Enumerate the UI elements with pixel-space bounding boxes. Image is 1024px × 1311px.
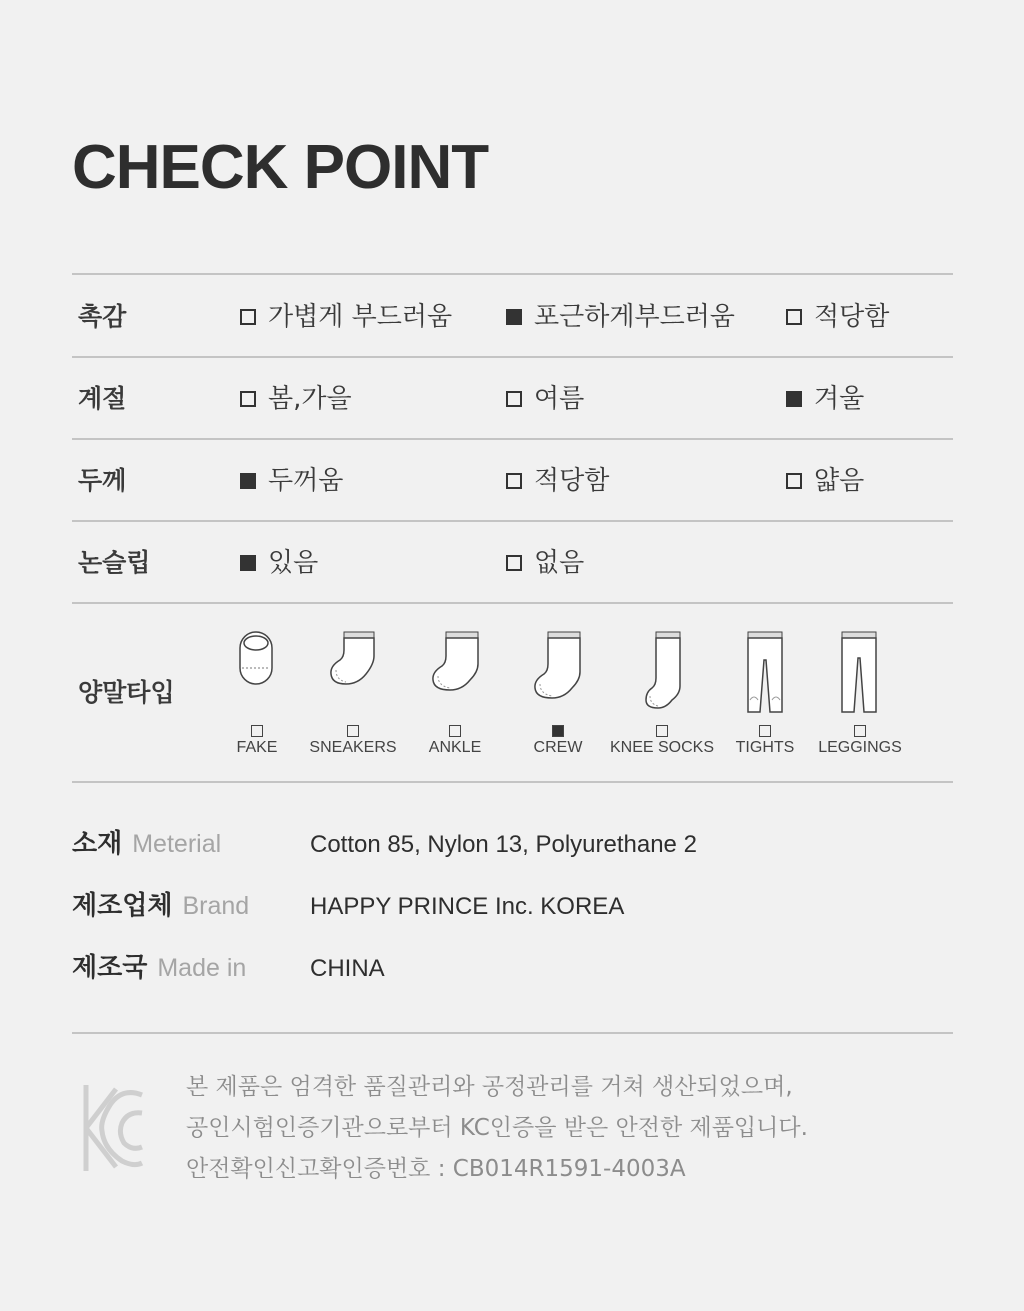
row-label-sock-type: 양말타입 — [78, 678, 175, 707]
sock-type-label-fake: FAKE — [236, 739, 278, 756]
option-season-summer: 여름 — [506, 382, 584, 416]
checkbox-empty — [656, 725, 668, 737]
option-season-spring-fall: 봄,가을 — [240, 382, 352, 416]
sock-type-label-ankle: ANKLE — [428, 739, 482, 756]
checkbox-empty — [240, 309, 256, 325]
page-title: CHECK POINT — [72, 133, 489, 202]
option-nonslip-no: 없음 — [506, 546, 584, 580]
checkbox-checked — [506, 309, 522, 325]
info-brand-key: 제조업체 Brand — [72, 891, 250, 921]
checkbox-empty — [506, 391, 522, 407]
checkbox-empty — [347, 725, 359, 737]
divider — [72, 602, 953, 604]
option-thickness-thick: 두꺼움 — [240, 464, 343, 498]
row-label-texture: 촉감 — [78, 302, 127, 331]
divider — [72, 520, 953, 522]
sock-type-label-knee: KNEE SOCKS — [609, 739, 715, 756]
option-thickness-thin: 얇음 — [786, 464, 864, 498]
leggings-icon — [840, 630, 878, 716]
option-season-winter: 겨울 — [786, 382, 864, 416]
checkbox-empty — [449, 725, 461, 737]
checkbox-checked — [240, 555, 256, 571]
divider — [72, 356, 953, 358]
knee-sock-icon — [644, 630, 686, 712]
tights-icon — [746, 630, 784, 716]
checkbox-empty — [240, 391, 256, 407]
divider — [72, 273, 953, 275]
option-thickness-moderate: 적당함 — [506, 464, 609, 498]
row-label-season: 계절 — [78, 384, 127, 413]
divider — [72, 781, 953, 783]
fake-sock-icon — [236, 630, 276, 686]
checkbox-checked — [786, 391, 802, 407]
sock-type-label-sneakers: SNEAKERS — [309, 739, 397, 756]
checkbox-empty — [506, 555, 522, 571]
checkbox-empty — [854, 725, 866, 737]
kc-text-line-1: 본 제품은 엄격한 품질관리와 공정관리를 거쳐 생산되었으며, — [186, 1074, 793, 1100]
row-label-nonslip: 논슬립 — [78, 548, 151, 577]
ankle-sock-icon — [430, 630, 482, 694]
info-brand-value: HAPPY PRINCE Inc. KOREA — [310, 893, 625, 920]
crew-sock-icon — [532, 630, 584, 702]
option-nonslip-yes: 있음 — [240, 546, 318, 580]
sneakers-sock-icon — [328, 630, 380, 688]
sock-type-label-leggings: LEGGINGS — [818, 739, 902, 756]
checkbox-checked — [240, 473, 256, 489]
option-texture-cozy: 포근하게부드러움 — [506, 300, 735, 334]
sock-type-label-tights: TIGHTS — [735, 739, 795, 756]
option-texture-moderate: 적당함 — [786, 300, 889, 334]
kc-text-line-2: 공인시험인증기관으로부터 KC인증을 받은 안전한 제품입니다. — [186, 1115, 808, 1141]
checkbox-empty — [786, 473, 802, 489]
checkbox-empty — [251, 725, 263, 737]
option-texture-light: 가볍게 부드러움 — [240, 300, 452, 334]
row-label-thickness: 두께 — [78, 466, 127, 495]
info-material-key: 소재 Meterial — [72, 829, 222, 859]
info-origin-key: 제조국 Made in — [72, 953, 247, 983]
kc-text-line-3: 안전확인신고확인증번호 : CB014R1591-4003A — [186, 1156, 686, 1182]
checkbox-empty — [759, 725, 771, 737]
divider — [72, 1032, 953, 1034]
checkbox-checked — [552, 725, 564, 737]
checkbox-empty — [786, 309, 802, 325]
info-material-value: Cotton 85, Nylon 13, Polyurethane 2 — [310, 831, 697, 858]
info-origin-value: CHINA — [310, 955, 385, 982]
checkbox-empty — [506, 473, 522, 489]
divider — [72, 438, 953, 440]
sock-type-label-crew: CREW — [533, 739, 583, 756]
kc-mark-icon — [82, 1081, 146, 1175]
